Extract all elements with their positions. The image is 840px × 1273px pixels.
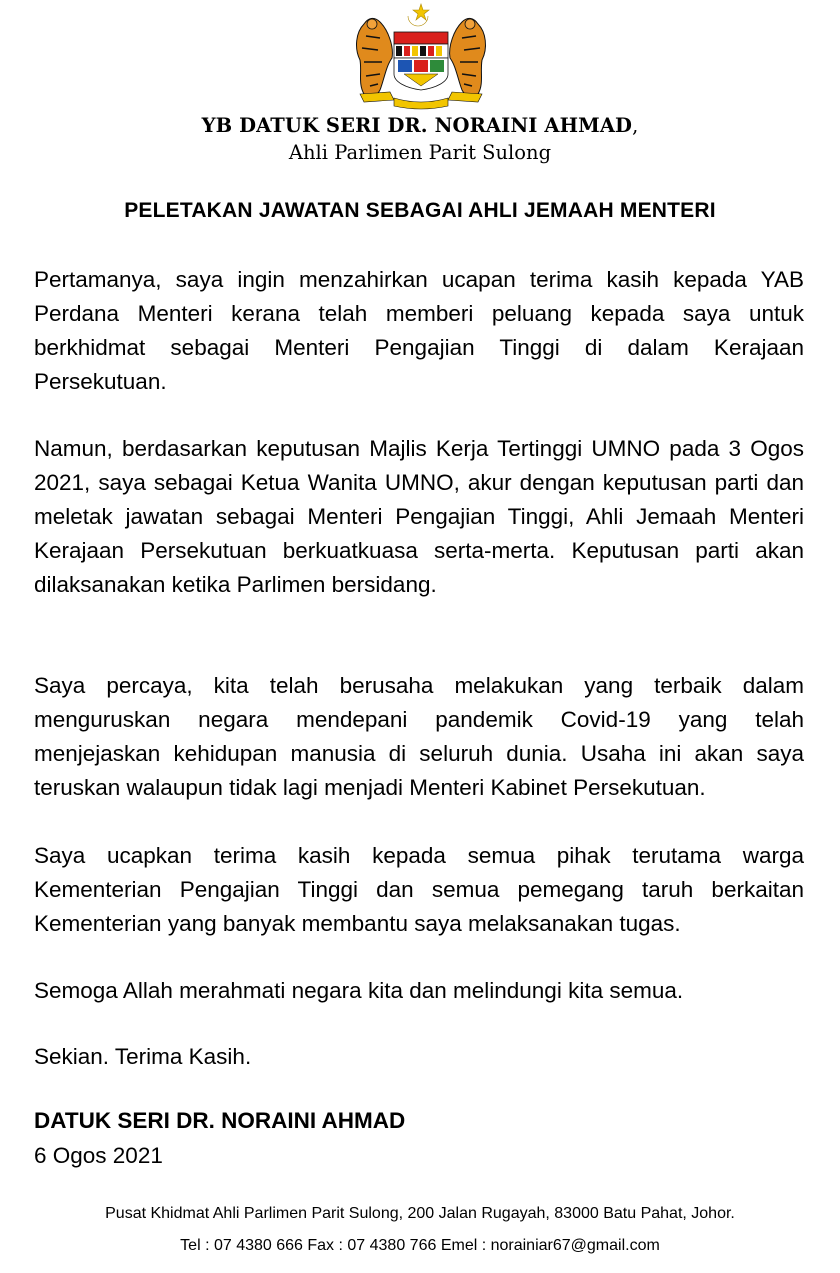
signature-date: 6 Ogos 2021 — [34, 1143, 163, 1168]
sender-name-comma: , — [632, 114, 639, 137]
paragraph-1: Pertamanya, saya ingin menzahirkan ucapan terima kasih kepada YAB Perdana Menteri kerana telah memberi peluang kepada saya untuk berkhidmat sebagai Menteri Pengajian Tinggi di dalam Kerajaan Persekutuan. — [34, 267, 804, 394]
paragraph-3: Saya percaya, kita telah berusaha melakukan yang terbaik dalam menguruskan negara mendepani pandemik Covid-19 yang telah menjejaskan kehidupan manusia di seluruh dunia. Usaha ini akan saya teruskan walaupun tidak lagi menjadi Menteri Kabinet Persekutuan. — [34, 673, 804, 800]
statement-title: PELETAKAN JAWATAN SEBAGAI AHLI JEMAAH MENTERI — [124, 199, 716, 222]
sender-constituency: Ahli Parlimen Parit Sulong — [288, 141, 552, 164]
paragraph-2: Namun, berdasarkan keputusan Majlis Kerja Tertinggi UMNO pada 3 Ogos 2021, saya sebagai Ketua Wanita UMNO, akur dengan keputusan parti dan meletak jawatan sebagai Menteri Pengajian Tinggi, Ahli Jemaah Menteri Kerajaan Persekutuan berkuatkuasa serta-merta. Keputusan parti akan dilaksanakan ketika Parlimen bersidang. — [34, 436, 804, 597]
footer-contact: Tel : 07 4380 666 Fax : 07 4380 766 Emel : norainiar67@gmail.com — [180, 1237, 660, 1254]
paragraph-5: Semoga Allah merahmati negara kita dan melindungi kita semua. — [34, 978, 684, 1003]
sender-name: YB DATUK SERI DR. NORAINI AHMAD, — [201, 114, 639, 137]
paragraph-6: Sekian. Terima Kasih. — [34, 1044, 252, 1069]
paragraph-4: Saya ucapkan terima kasih kepada semua pihak terutama warga Kementerian Pengajian Tinggi dan semua pemegang taruh berkaitan Kementerian yang banyak membantu saya melaksanakan tugas. — [34, 843, 804, 936]
coat-of-arms-icon — [350, 2, 492, 110]
footer-address: Pusat Khidmat Ahli Parlimen Parit Sulong, 200 Jalan Rugayah, 83000 Batu Pahat, Johor. — [105, 1205, 735, 1222]
signature-name: DATUK SERI DR. NORAINI AHMAD — [34, 1108, 406, 1133]
